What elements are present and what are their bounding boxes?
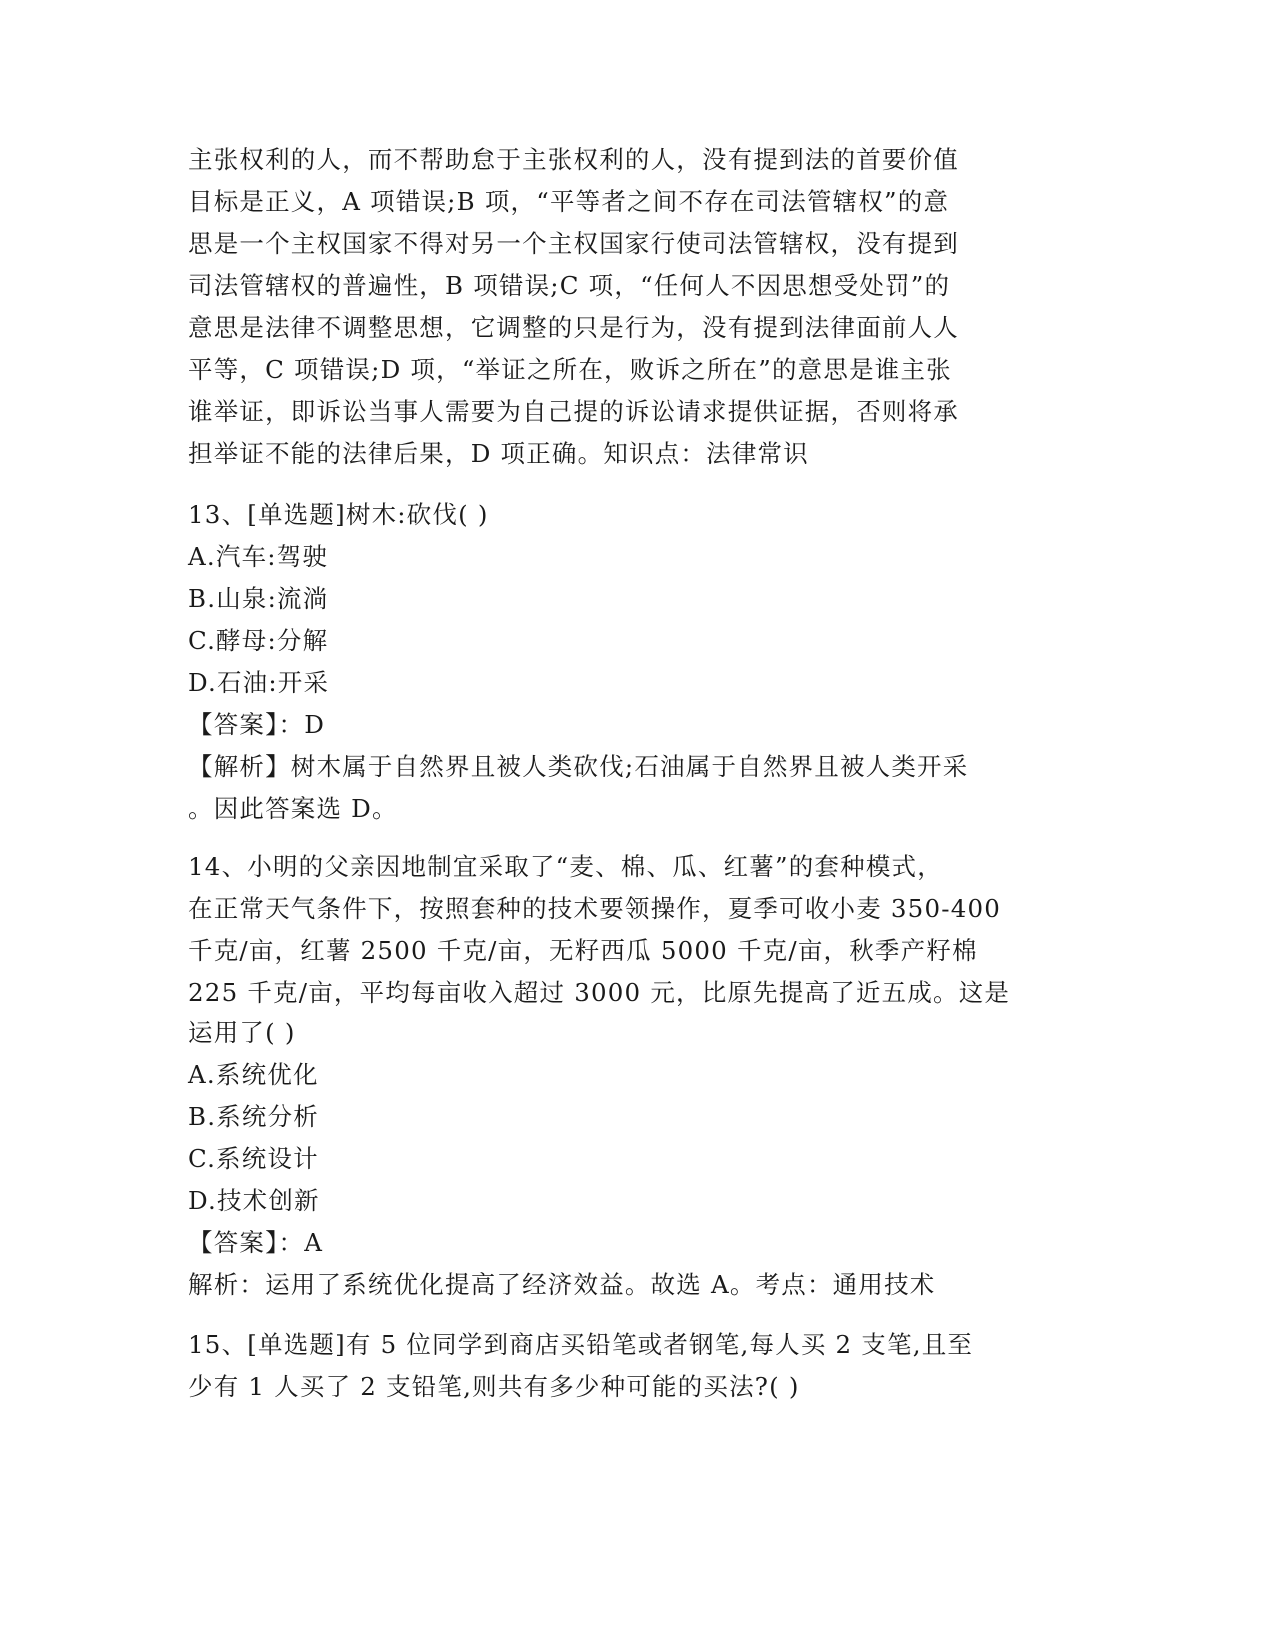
question-stem-line: 14、小明的父亲因地制宜采取了“麦、棉、瓜、红薯”的套种模式， bbox=[188, 852, 943, 881]
explanation-line: 思是一个主权国家不得对另一个主权国家行使司法管辖权，没有提到 bbox=[188, 229, 959, 258]
question-stem-line: 千克/亩，红薯 2500 千克/亩，无籽西瓜 5000 千克/亩，秋季产籽棉 bbox=[188, 936, 978, 965]
analysis-line: 解析：运用了系统优化提高了经济效益。故选 A。考点：通用技术 bbox=[188, 1270, 936, 1299]
explanation-line: 目标是正义，A 项错误;B 项，“平等者之间不存在司法管辖权”的意 bbox=[188, 187, 950, 216]
question-stem-line: 运用了( ) bbox=[188, 1018, 296, 1047]
option-b: B.山泉:流淌 bbox=[188, 584, 329, 613]
question-stem-line: 少有 1 人买了 2 支铅笔,则共有多少种可能的买法?( ) bbox=[188, 1372, 800, 1401]
question-stem-line: 在正常天气条件下，按照套种的技术要领操作，夏季可收小麦 350-400 bbox=[188, 894, 1002, 923]
explanation-line: 平等，C 项错误;D 项，“举证之所在，败诉之所在”的意思是谁主张 bbox=[188, 355, 952, 384]
analysis-line: 。因此答案选 D。 bbox=[188, 794, 398, 823]
option-a: A.汽车:驾驶 bbox=[188, 542, 329, 571]
answer-line: 【答案】：D bbox=[188, 710, 326, 739]
analysis-line: 【解析】树木属于自然界且被人类砍伐;石油属于自然界且被人类开采 bbox=[188, 752, 969, 781]
explanation-line: 意思是法律不调整思想，它调整的只是行为，没有提到法律面前人人 bbox=[188, 313, 959, 342]
option-c: C.系统设计 bbox=[188, 1144, 319, 1173]
option-a: A.系统优化 bbox=[188, 1060, 319, 1089]
question-stem: 13、[单选题]树木:砍伐( ) bbox=[188, 500, 489, 529]
explanation-line: 司法管辖权的普遍性，B 项错误;C 项，“任何人不因思想受处罚”的 bbox=[188, 271, 951, 300]
explanation-line: 担举证不能的法律后果，D 项正确。知识点：法律常识 bbox=[188, 439, 809, 468]
answer-line: 【答案】：A bbox=[188, 1228, 324, 1257]
question-stem-line: 15、[单选题]有 5 位同学到商店买铅笔或者钢笔,每人买 2 支笔,且至 bbox=[188, 1330, 974, 1359]
option-b: B.系统分析 bbox=[188, 1102, 319, 1131]
option-d: D.技术创新 bbox=[188, 1186, 320, 1215]
question-stem-line: 225 千克/亩，平均每亩收入超过 3000 元，比原先提高了近五成。这是 bbox=[188, 978, 1011, 1007]
option-c: C.酵母:分解 bbox=[188, 626, 329, 655]
option-d: D.石油:开采 bbox=[188, 668, 330, 697]
explanation-line: 主张权利的人，而不帮助怠于主张权利的人，没有提到法的首要价值 bbox=[188, 145, 959, 174]
explanation-line: 谁举证，即诉讼当事人需要为自己提的诉讼请求提供证据，否则将承 bbox=[188, 397, 959, 426]
